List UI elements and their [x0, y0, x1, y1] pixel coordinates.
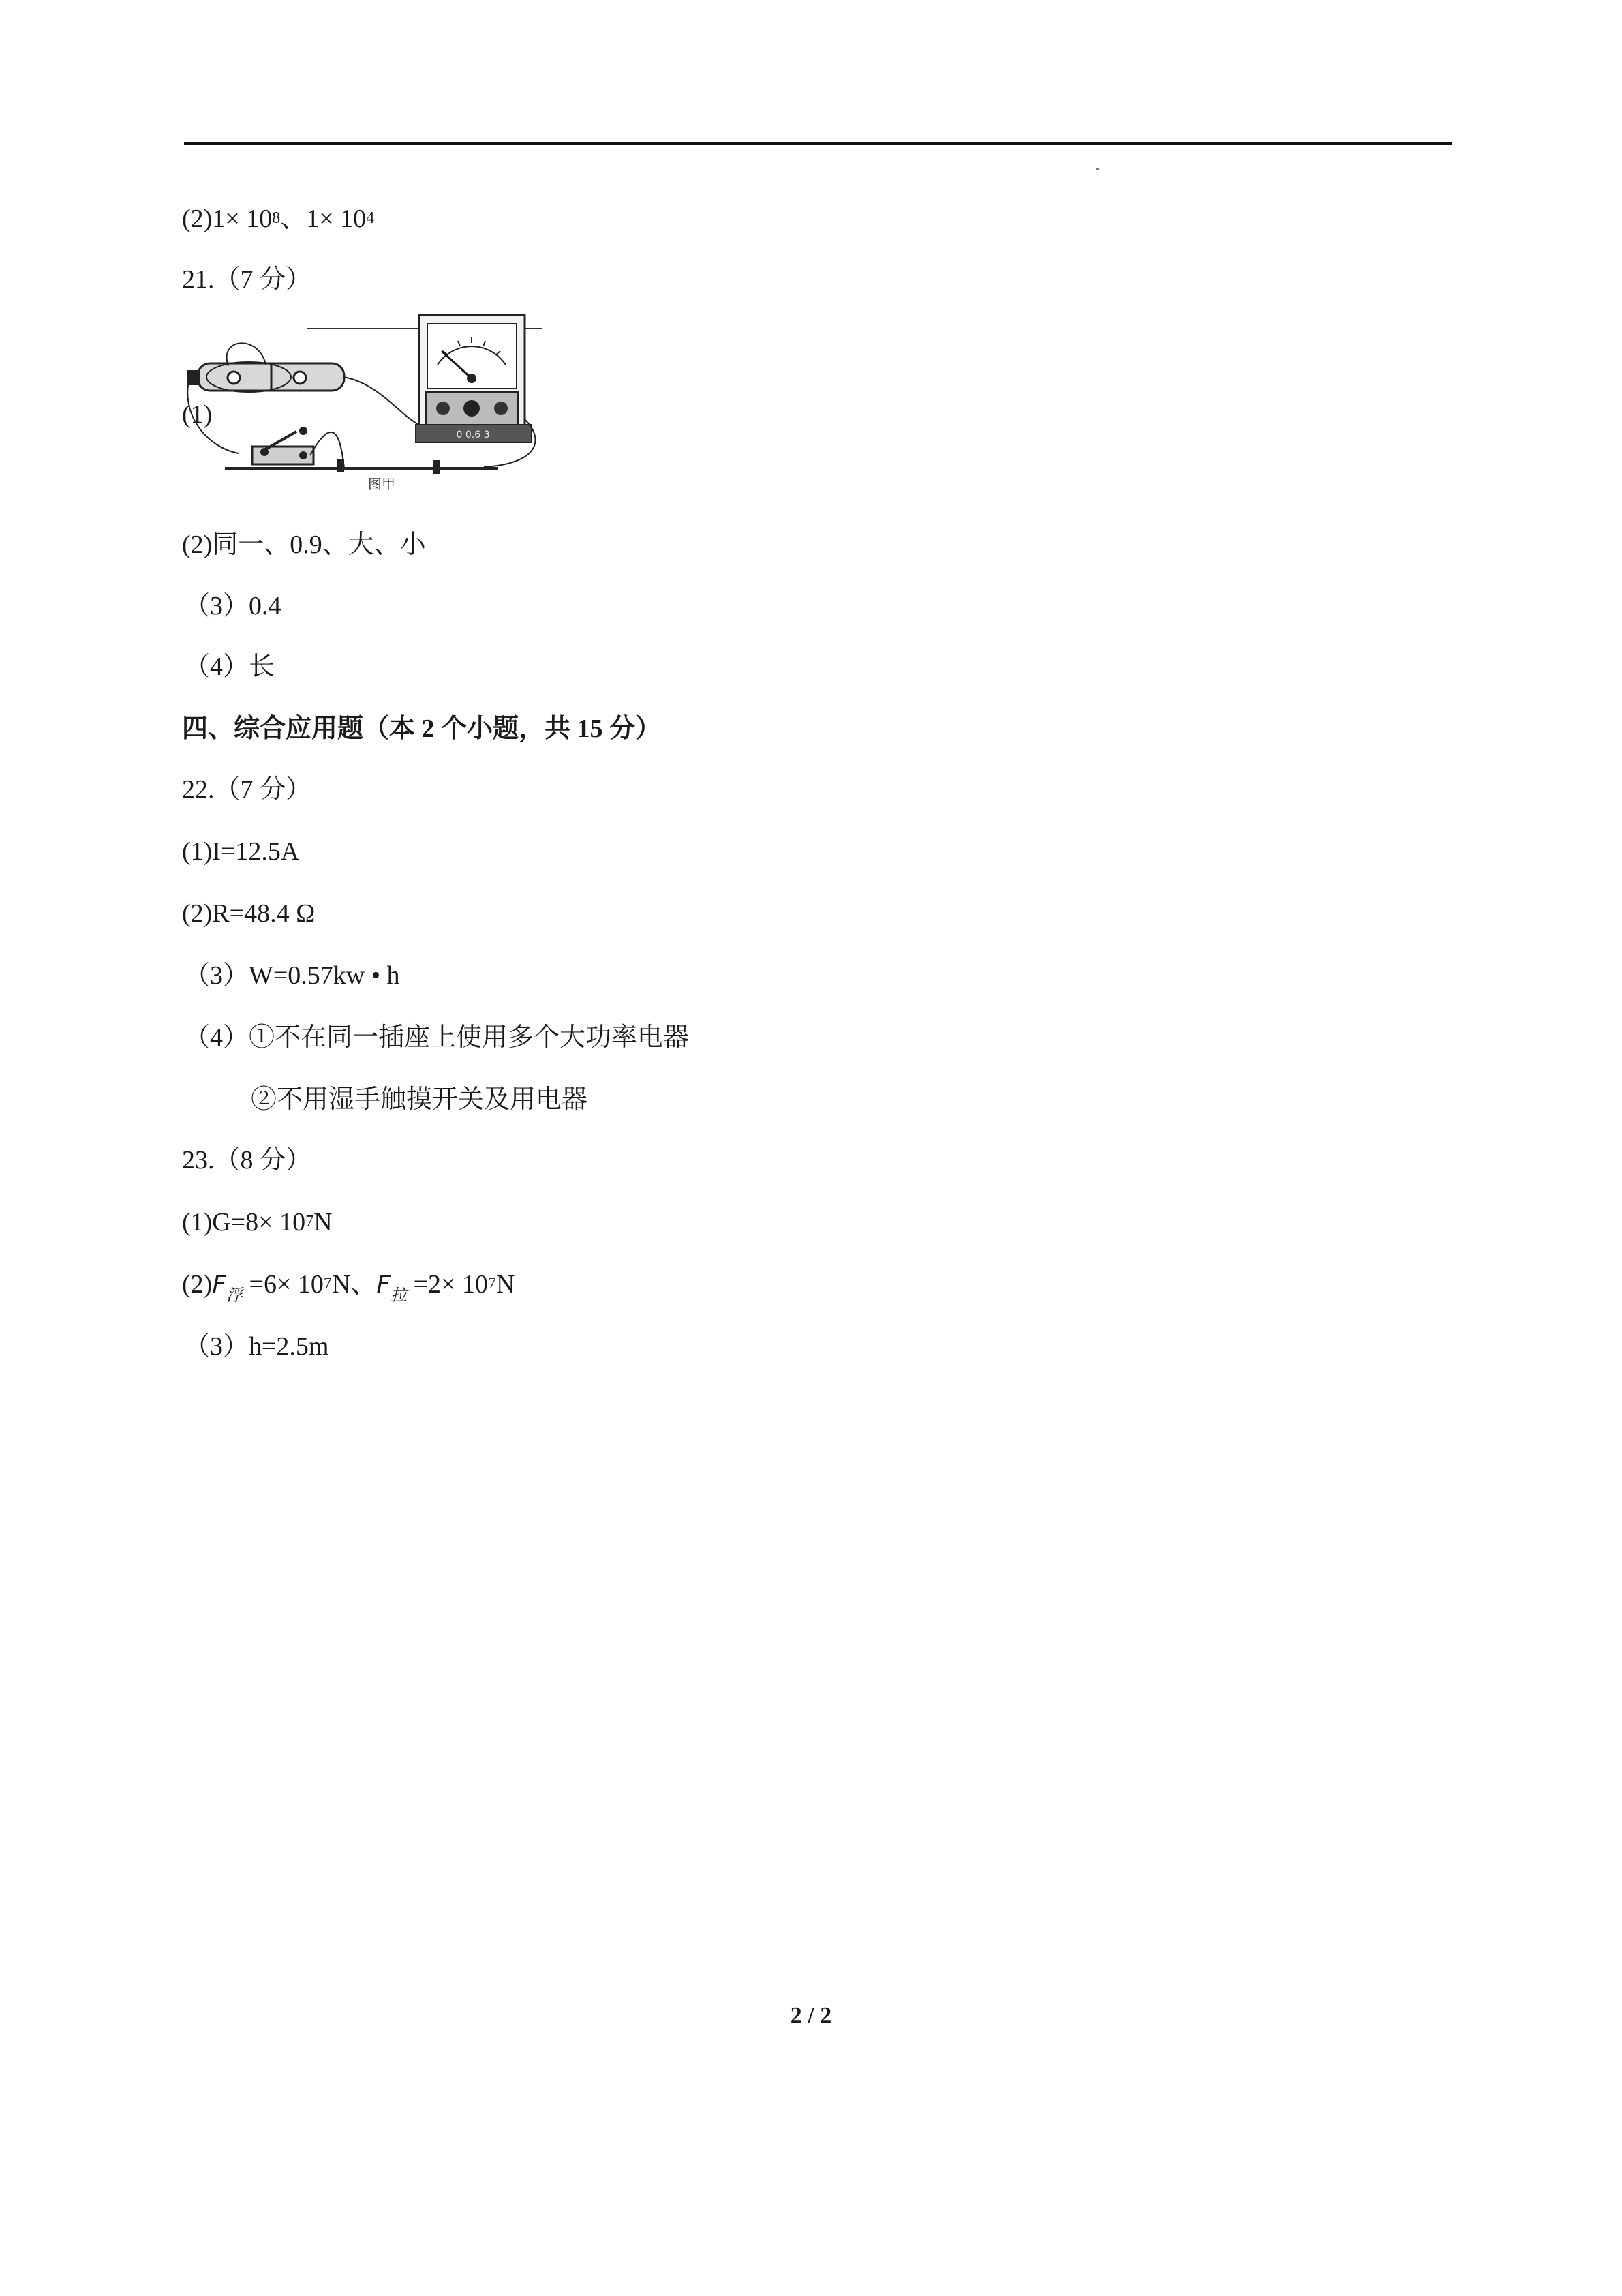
q23-answer-2: $(2)F_浮 =6\times 10^7N$、$F_拉 =2\times 10^7N$	[182, 1270, 515, 1305]
q21-answer-1-label: (1)	[182, 400, 213, 429]
q22-answer-3: （3）W=0.57kw • h	[184, 961, 400, 990]
header-rule	[184, 142, 1452, 145]
q23-answer-1: $(1)G=8\times 10^7N$	[182, 1208, 333, 1237]
q23-title: 23.（8 分）	[182, 1146, 312, 1175]
q22-answer-2: (2)R=48.4 Ω	[182, 899, 316, 928]
q21-answer-2: (2)同一、0.9、大、小	[182, 530, 426, 559]
ammeter-scale-label: 0 0.6 3	[456, 429, 490, 440]
battery-icon	[187, 362, 344, 392]
q22-answer-1: (1)I=12.5A	[182, 837, 300, 866]
section-4-heading: 四、综合应用题（本 2 个小题，共 15 分）	[182, 714, 662, 743]
q22-answer-4a: （4）①不在同一插座上使用多个大功率电器	[184, 1023, 690, 1052]
q23-answer-3: （3）h=2.5m	[184, 1332, 329, 1361]
q21-title: 21.（7 分）	[182, 265, 312, 294]
switch-icon	[252, 427, 313, 464]
circuit-diagram	[184, 310, 545, 501]
scan-speck	[1096, 168, 1099, 170]
q20-answer-2: $(2)1\times 10^8$、$1\times 10^4$	[182, 205, 375, 233]
q22-title: 22.（7 分）	[182, 775, 312, 804]
q21-answer-4: （4）长	[184, 652, 275, 681]
q22-answer-4b: ②不用湿手触摸开关及用电器	[251, 1085, 588, 1114]
page-number: 2 / 2	[790, 2003, 832, 2028]
ammeter-icon	[416, 315, 532, 442]
figure-caption: 图甲	[368, 476, 395, 492]
q21-answer-3: （3）0.4	[184, 592, 281, 620]
